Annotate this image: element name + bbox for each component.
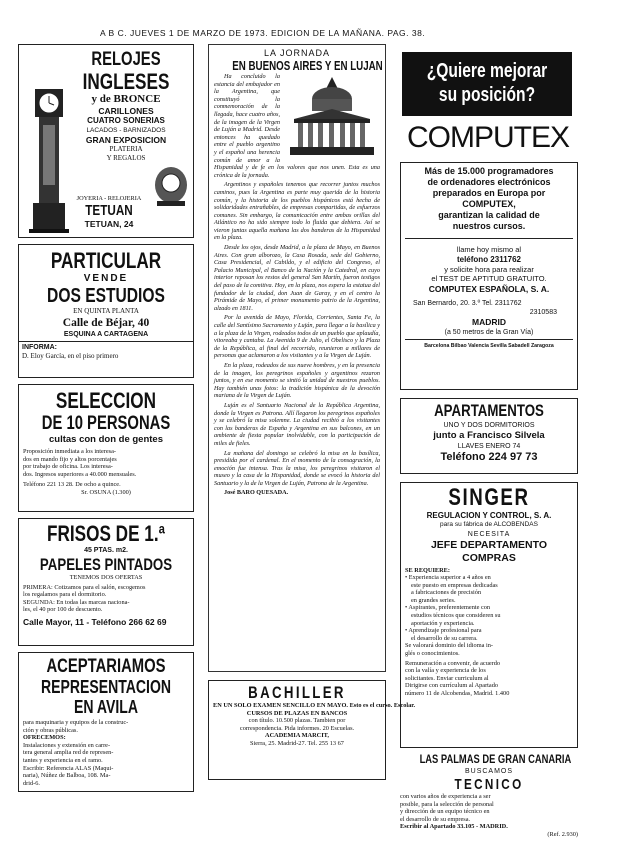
compras-title: COMPRAS <box>462 551 516 564</box>
singer-text-5: solicitantes. Enviar curriculum al <box>405 674 489 682</box>
singer-text-2: glés o conocimientos. <box>405 650 460 658</box>
seleccion-phone: Teléfono 221 13 28. De ocho a quince. <box>23 481 121 489</box>
ad-relojes <box>18 44 194 238</box>
divider <box>19 341 193 342</box>
lacados-line: LACADOS - BARNIZADOS <box>86 127 166 134</box>
relojes-title: RELOJES <box>91 49 161 70</box>
singer-text-4: con la valía y experiencia de los <box>405 667 486 675</box>
divider <box>405 238 573 239</box>
computex-text-3: preparados en Europa por <box>432 188 546 198</box>
article-paragraph-7: La mañana del domingo se celebró la misa en la basílica, presidida por el cardenal. En el momento de la consagración, la emoción fue intensa. Tras la misa, los peregrinos visitaron el museo y la casa de la Hispanidad, donde se evocó la historia del Santuario y la de la Virgen de Luján, Patrona de la Argentina. <box>214 449 380 487</box>
frisos-address: Calle Mayor, 11 - Teléfono 266 62 69 <box>23 616 167 627</box>
laspalmas-title: LAS PALMAS DE GRAN CANARIA <box>419 752 572 766</box>
article-signature: José BARO QUESADA. <box>224 489 289 497</box>
article-paragraph-4: Por la avenida de Mayo, Florida, Corrientes, Santa Fe, la calle del Santísimo Sacramento y Luján, para llegar a la basílica y a la plaza de la Virgen, rodeados todos de un pueblo que aplaudía, vitoreaba y cantaba. La Avenida 9 de Julio, el Obelisco y la Plaza de la República, al final del recorrido, reunieron a millares de personas que aclamaron a los visitantes y a la Virgen de Luján. <box>214 314 381 360</box>
article-paragraph-6: Luján es el Santuario Nacional de la República Argentina, donde la Virgen es Patrona. Allí llegaron los peregrinos españoles y se celebró la misa solemne. La ciudad recibió a los visitantes con las banderas de España y Argentina en sus balcones, en un ambiente de fiesta popular inolvidable, con la participación de miles de fieles. <box>214 401 380 447</box>
frisos-title: FRISOS DE 1.ª <box>47 521 165 546</box>
tetuan-name: TETUAN <box>85 201 133 219</box>
article-paragraph-5: En la plaza, rodeados de sus nueve hombres, y en la presencia de la imagen, los peregrinos españoles y argentinos rezaron juntos, y en ese momento se sintió la unidad de nuestros pueblos. Hay también unas fotos: la tradición hispánica de la devoción mariana de la Virgen de Luján. <box>214 361 380 400</box>
singer-req-6: estudios técnicos que consideren su <box>411 612 501 620</box>
computex-text-5: garantizan la calidad de <box>438 210 540 220</box>
article-kicker: LA JORNADA <box>263 48 331 58</box>
acept-text-5: tantes y experiencia en el ramo. <box>23 756 103 764</box>
ad-seleccion <box>18 384 194 512</box>
informa-label: INFORMA: <box>22 343 57 351</box>
computex-headline-2: su posición? <box>438 84 536 106</box>
article-la-jornada <box>208 44 386 672</box>
singer-req-5: • Aspirantes, preferentemente con <box>405 604 491 612</box>
article-paragraph-1: Ha concluido la estancia del embajador en la Argentina, que constituyó la conmemoración de la llegada, hace cuatro años, de la imagen de la Virgen de Luján a Madrid. Desde entonces ha quedado entre el pueblo argentino y el español una herencia común de amor a la Hispanidad y de fe en los valores que nos unen. Esta es una crónica de la jornada. <box>214 73 380 179</box>
seleccion-text-4: dos. Ingresos superiores a 40.000 mensuales. <box>23 470 137 478</box>
computex-headline-block <box>402 52 572 116</box>
acept-text-6: Escribir: Referencia ALAS (Maqui- <box>23 764 114 772</box>
computex-text-7: llame hoy mismo al <box>456 245 522 254</box>
joyeria-line: JOYERIA - RELOJERIA <box>76 195 142 202</box>
page-header: A B C. JUEVES 1 DE MARZO DE 1973. EDICION DE LA MAÑANA. PAG. 38. <box>100 28 426 38</box>
diez-personas-title: DE 10 PERSONAS <box>41 413 171 434</box>
computex-text-4: COMPUTEX, <box>462 199 516 209</box>
necesita-line: NECESITA <box>467 530 511 538</box>
bronce-line: y de BRONCE <box>91 93 161 105</box>
singer-req-7: aportación y experiencia. <box>411 619 475 627</box>
singer-factory: para su fábrica de ALCOBENDAS <box>440 521 538 528</box>
ad-aceptariamos <box>18 652 194 792</box>
primera-line-1: PRIMERA: Cotizamos para el salón, escogemos <box>23 583 146 591</box>
bachiller-address: Sierra, 25. Madrid-27. Tel. 255 13 67 <box>250 739 344 747</box>
ofrecemos-label: OFRECEMOS: <box>23 734 66 742</box>
ad-frisos <box>18 518 194 646</box>
computex-company: COMPUTEX ESPAÑOLA, S. A. <box>428 283 550 294</box>
computex-text-9: y solicite hora para realizar <box>444 264 534 274</box>
computex-text-6: nuestros cursos. <box>452 221 526 231</box>
computex-test: el TEST DE APTITUD GRATUITO. <box>431 274 547 283</box>
jefe-title: JEFE DEPARTAMENTO <box>430 538 548 551</box>
ingleses-title: INGLESES <box>82 69 170 94</box>
congress-building-illustration <box>284 75 380 157</box>
computex-branches: Barcelona Bilbao Valencia Sevilla Sabadell Zaragoza <box>424 342 554 349</box>
bejar-address: Calle de Béjar, 40 <box>62 316 150 329</box>
seleccion-contact: Sr. OSUNA (1.300) <box>81 488 131 496</box>
ad-apartamentos <box>400 398 578 474</box>
singer-req-3: a fabricaciones de precisión <box>411 589 482 597</box>
silvela-line: junto a Francisco Silvela <box>433 430 545 441</box>
gran-exposicion-line: GRAN EXPOSICION <box>85 135 167 145</box>
singer-req-1: • Experiencia superior a 4 años en <box>405 574 491 582</box>
laspalmas-text-3: y dirección de un equipo técnico en <box>400 808 490 816</box>
primera-line-2: los regalamos para el dormitorio. <box>23 591 107 599</box>
ad-bachiller <box>208 680 416 780</box>
papeles-title: PAPELES PINTADOS <box>39 555 173 574</box>
ad-singer <box>400 482 578 748</box>
laspalmas-ref: (Ref. 2.930) <box>547 830 578 838</box>
carillones-line: CARILLONES <box>98 106 154 116</box>
aceptariamos-title: ACEPTARIAMOS <box>46 656 166 677</box>
acept-text-4: tera general amplia red de represen- <box>23 749 114 757</box>
buscamos-line: BUSCAMOS <box>464 768 514 775</box>
cultas-line: cultas con don de gentes <box>48 434 164 445</box>
acept-text-1: para maquinaria y equipos de la construc- <box>23 719 129 726</box>
segunda-line-1: SEGUNDA: En todas las marcas naciona- <box>23 598 130 606</box>
dos-estudios-title: DOS ESTUDIOS <box>47 285 165 307</box>
quinta-planta-line: EN QUINTA PLANTA <box>73 307 139 315</box>
article-title: EN BUENOS AIRES Y EN LUJAN <box>232 59 383 73</box>
segunda-line-2: les, el 40 por 100 de descuento. <box>23 606 103 614</box>
singer-req-4: en grandes series. <box>411 596 456 604</box>
singer-req-8: • Aprendizaje profesional para <box>405 627 482 635</box>
regalos-line: Y REGALOS <box>106 154 146 162</box>
informa-detail: D. Eloy García, en el piso primero <box>22 352 119 360</box>
bachiller-text-1: EN UN SOLO EXAMEN SENCILLO EN MAYO. Esto es el curso. Escolar. <box>213 702 416 709</box>
computex-logo: COMPUTEX <box>406 121 569 154</box>
bachiller-academia: ACADEMIA MARCIT, <box>265 732 329 740</box>
esquina-line: ESQUINA A CARTAGENA <box>63 330 149 338</box>
bachiller-text-4: correspondencia. Pida informes. 20 Escuelas. <box>239 724 355 732</box>
computex-location-note: (a 50 metros de la Gran Vía) <box>444 328 534 336</box>
llaves-line: LLAVES ENERO 74 <box>457 443 521 450</box>
laspalmas-contact: Escribir al Apartado 33.105 - MADRID. <box>400 823 508 831</box>
acept-text-3: Instalaciones y extensión en carre- <box>23 741 111 749</box>
bachiller-title: BACHILLER <box>248 683 346 702</box>
laspalmas-text-2: posible, para la selección de personal <box>400 800 494 808</box>
dormitorios-line: UNO Y DOS DORMITORIOS <box>443 422 535 429</box>
tetuan-address: TETUAN, 24 <box>84 218 134 229</box>
representacion-title: REPRESENTACION <box>40 677 172 697</box>
apartamentos-phone: Teléfono 224 97 73 <box>440 451 538 463</box>
computex-text-2: de ordenadores electrónicos <box>427 177 551 187</box>
cuatro-sonerias-line: CUATRO SONERIAS <box>87 116 165 125</box>
singer-text-3: Remuneración a convenir, de acuerdo <box>405 659 501 667</box>
article-paragraph-2: Argentinos y españoles tenemos que recorrer juntos muchos caminos, pues la Argentina es parte muy querida de la historia común, y la historia de los pueblos hispánicos está hecha de solidaridades entrañables, de empresas compartidas, de esfuerzos comunes. Sin embargo, la comunicación entre ambas orillas del Atlántico no ha sido siempre todo lo fluida que debiera. Así se vieron juntas aquella mañana las dos banderas de la Hispanidad en la plaza. <box>214 181 380 242</box>
bachiller-text-2: CURSOS DE PLAZAS EN BANCOS <box>246 709 348 717</box>
singer-text-6: Dirigirse con currículum al Apartado <box>405 682 499 690</box>
seleccion-title: SELECCION <box>55 388 157 413</box>
article-paragraph-3: Desde los ojos, desde Madrid, a la plaza de Mayo, en Buenos Aires. Con gran alborozo, la Casa Rosada, sede del Gobierno, Casa Presidencial, el Cabildo, y el edificio del Congreso, el Palacio Municipal, el Banco de la Nación y la Catedral, en cuyo interior reposan los restos del general San Martín, fueron testigos del paso de la comitiva. Hoy, en la plaza, nos espera la estatua del fundador de la ciudad, don Juan de Garay, y en el centro la Pirámide de Mayo, el primer monumento patrio de la Argentina, alzado en 1811. <box>214 244 380 312</box>
particular-title: PARTICULAR <box>50 248 162 273</box>
ad-laspalmas <box>400 752 578 838</box>
seleccion-text-3: por trabajo de oficina. Los interesa- <box>23 463 113 471</box>
ad-particular <box>18 244 194 378</box>
frisos-price: 45 PTAS. m2. <box>84 547 128 554</box>
singer-text-7: número 11 de Alcobendas, Madrid. 1.400 <box>405 690 510 697</box>
divider <box>405 339 573 340</box>
avila-title: EN AVILA <box>74 697 138 717</box>
ofertas-line: TENEMOS DOS OFERTAS <box>69 574 143 581</box>
computex-phone: teléfono 2311762 <box>456 254 522 264</box>
acept-text-8: drid-6. <box>23 779 40 787</box>
computex-city: MADRID <box>472 316 506 327</box>
laspalmas-text-4: el desarrollo de su empresa. <box>400 815 471 823</box>
seleccion-text-1: Proposición inmediata a los interesa- <box>23 448 117 455</box>
computex-text-1: Más de 15.000 programadores <box>424 166 554 176</box>
singer-req-9: el desarrollo de su carrera. <box>411 634 478 642</box>
apartamentos-title: APARTAMENTOS <box>434 401 544 420</box>
requiere-label: SE REQUIERE: <box>405 566 450 574</box>
bachiller-text-3: con título. 10.500 plazas. Tambien por <box>248 717 346 725</box>
computex-phone-2: 2310583 <box>529 308 557 316</box>
singer-text-1: Se valorará dominio del idioma in- <box>405 642 493 650</box>
acept-text-7: naria), Núñez de Balboa, 108. Ma- <box>23 772 111 780</box>
vende-line: VENDE <box>83 273 129 284</box>
acept-text-2: ción y obras públicas. <box>23 726 78 734</box>
plateria-line: PLATERIA <box>109 145 143 153</box>
computex-headline-1: ¿Quiere mejorar <box>426 60 548 82</box>
tecnico-title: TECNICO <box>454 776 524 793</box>
laspalmas-text-1: con varios años de experiencia a ser <box>400 793 491 800</box>
seleccion-text-2: dos en mando fijo y altos porcentajes <box>23 455 117 463</box>
ad-computex <box>400 162 578 390</box>
singer-company: REGULACION Y CONTROL, S. A. <box>426 511 552 520</box>
singer-logo: SINGER <box>448 484 530 511</box>
computex-address: San Bernardo, 20. 3.º Tel. 2311762 <box>413 299 522 307</box>
singer-req-2: este puesto en empresas dedicadas <box>411 581 498 589</box>
